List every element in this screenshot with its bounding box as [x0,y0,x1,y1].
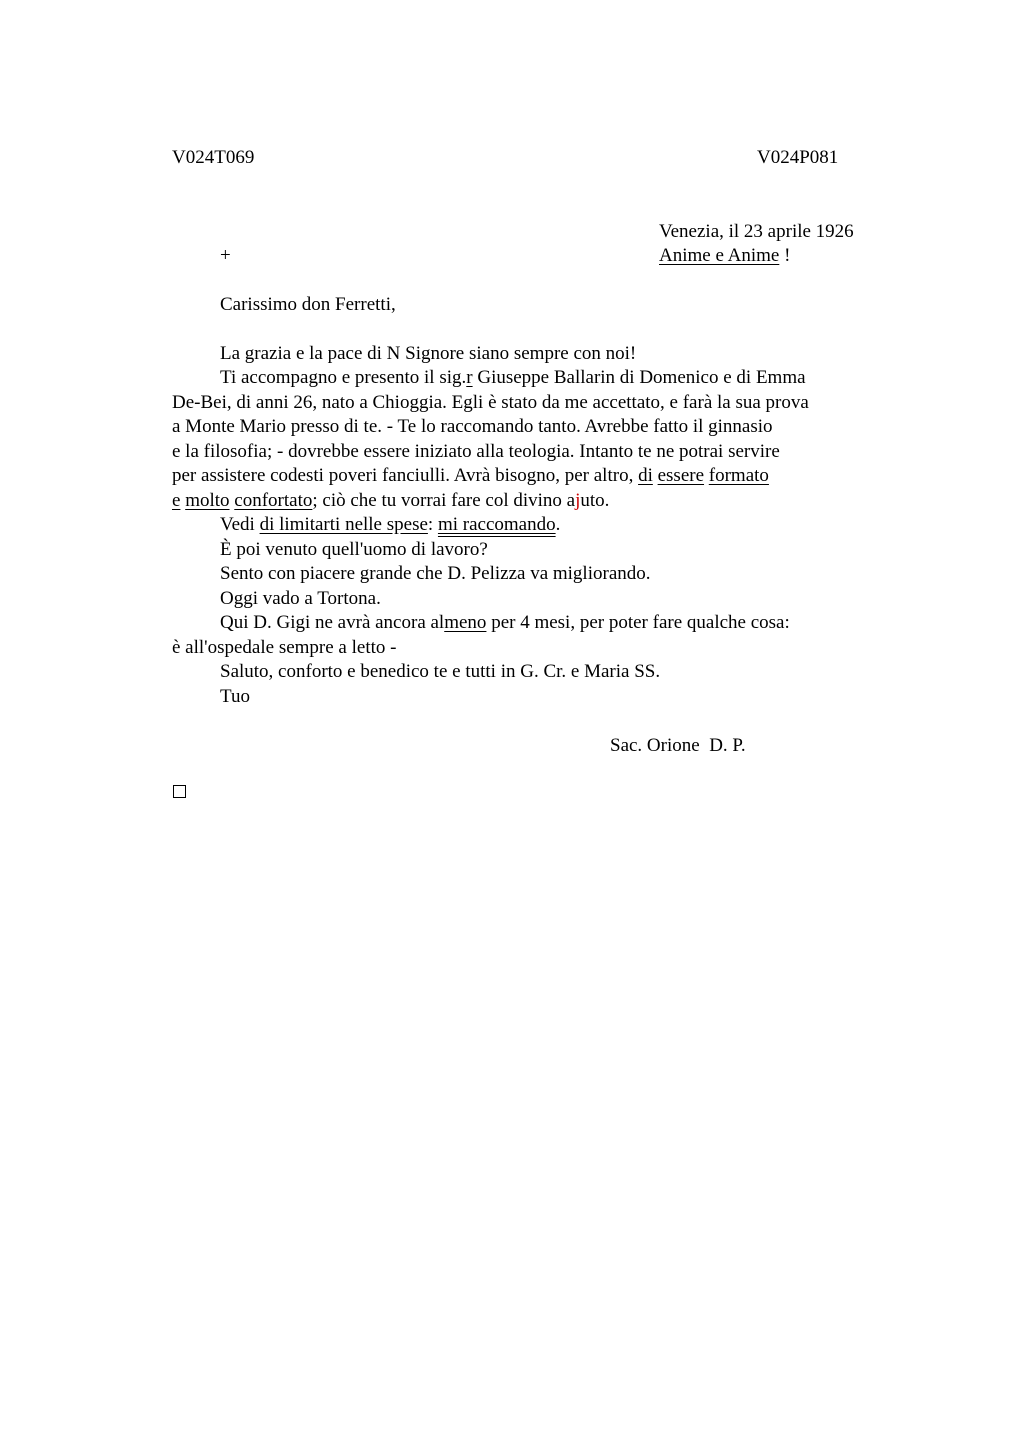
body-line-11: Oggi vado a Tortona. [220,588,381,609]
place-date: Venezia, il 23 aprile 1926 [659,221,854,242]
text-run: Giuseppe Ballarin di Domenico e di Emma [472,367,806,388]
highlighted-correction: j [575,490,581,511]
underlined-run: di limitarti nelle spese [259,514,428,535]
cross-mark: + [220,245,231,266]
underlined-run: di [638,465,653,486]
motto [659,244,790,268]
text-run: . [555,514,561,535]
text-run: ; ciò che tu vorrai fare col divino a [312,490,576,511]
document-code-right: V024P081 [757,147,839,168]
body-line-12 [220,611,790,635]
empty-square-icon [173,785,186,798]
body-line-1: La grazia e la pace di N Signore siano sempre con noi! [220,343,637,364]
underlined-run: e [172,490,181,511]
text-run: : [427,514,438,535]
text-run: uto. [580,490,610,511]
underlined-run: meno [444,612,487,633]
body-line-10: Sento con piacere grande che D. Pelizza va migliorando. [220,563,651,584]
body-line-5: e la filosofia; - dovrebbe essere iniziato alla teologia. Intanto te ne potrai servire [172,441,780,462]
text-run: Vedi [220,514,260,535]
signature: Sac. Orione D. P. [610,735,746,756]
body-line-2 [220,366,806,390]
body-line-15: Tuo [220,686,250,707]
underlined-run: molto [185,490,230,511]
underlined-run: r [466,367,473,388]
document-code-left: V024T069 [172,147,255,168]
salutation: Carissimo don Ferretti, [220,294,396,315]
motto-end: ! [779,245,791,266]
body-line-4: a Monte Mario presso di te. - Te lo raccomando tanto. Avrebbe fatto il ginnasio [172,416,773,437]
double-underlined-run: mi raccomando [437,514,556,535]
underlined-run: confortato [234,490,313,511]
body-line-13: è all'ospedale sempre a letto - [172,637,397,658]
text-run: Ti accompagno e presento il sig. [220,367,467,388]
body-line-7 [172,489,609,513]
body-line-8 [220,513,560,537]
underlined-run: formato [708,465,769,486]
body-line-14: Saluto, conforto e benedico te e tutti in G. Cr. e Maria SS. [220,661,661,682]
text-run: per assistere codesti poveri fanciulli. Avrà bisogno, per altro, [172,465,639,486]
body-line-3: De-Bei, di anni 26, nato a Chioggia. Egli è stato da me accettato, e farà la sua prova [172,392,809,413]
body-line-6 [172,464,769,488]
body-line-9: È poi venuto quell'uomo di lavoro? [220,539,488,560]
text-run: per 4 mesi, per poter fare qualche cosa: [486,612,790,633]
motto-text: Anime e Anime [659,245,780,266]
text-run: Qui D. Gigi ne avrà ancora al [220,612,445,633]
underlined-run: essere [657,465,705,486]
